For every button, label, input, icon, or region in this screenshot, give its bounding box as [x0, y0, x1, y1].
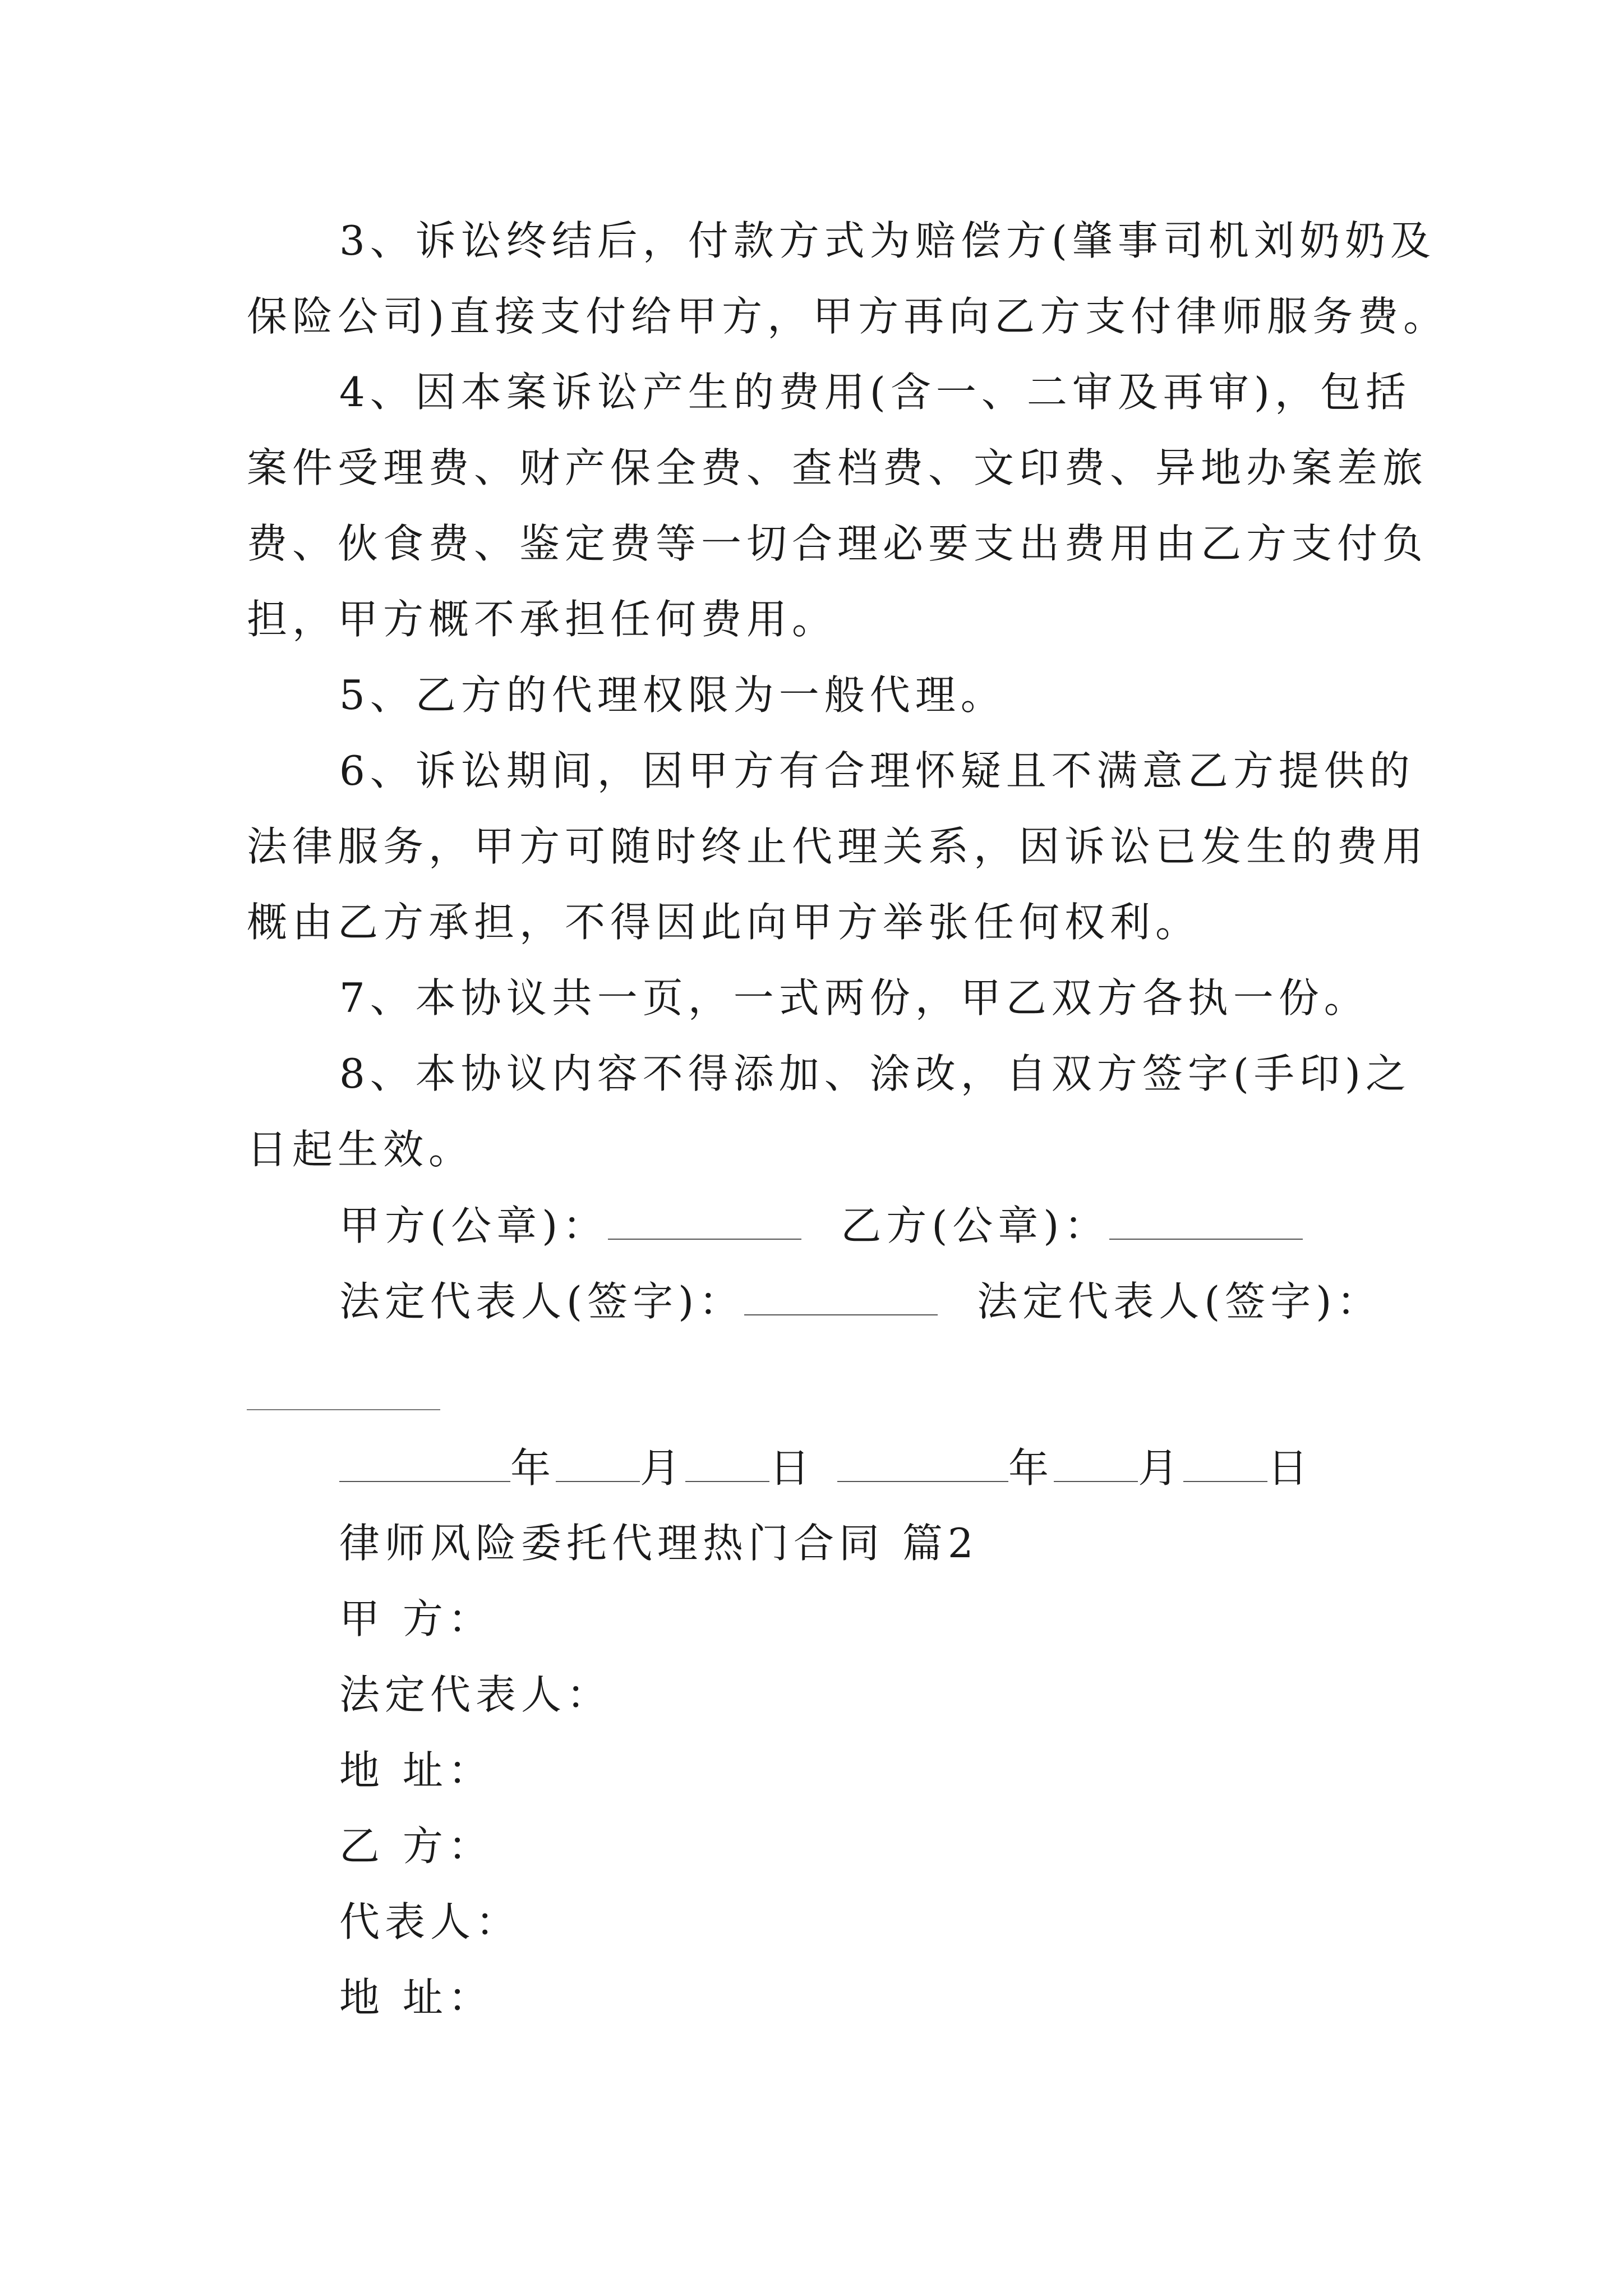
- date-b-day-blank: [1183, 1447, 1267, 1482]
- date-a-day-label: 日: [769, 1444, 815, 1492]
- legal-rep-a-label: 法定代表人(签字)：: [339, 1278, 745, 1325]
- paragraph-6-line-1: 6、诉讼期间，因甲方有合理怀疑且不满意乙方提供的: [339, 747, 1415, 794]
- paragraph-8-line-2: 日起生效。: [247, 1126, 474, 1173]
- date-b-year-blank: [837, 1447, 1008, 1482]
- address-a-field: 地 址：: [339, 1747, 494, 1794]
- paragraph-7: 7、本协议共一页，一式两份，甲乙双方各执一份。: [339, 974, 1370, 1022]
- date-a-year-label: 年: [510, 1444, 556, 1492]
- paragraph-5: 5、乙方的代理权限为一般代理。: [339, 671, 1006, 719]
- legal-rep-b-label: 法定代表人(签字)：: [977, 1278, 1382, 1325]
- paragraph-6-line-2: 法律服务，甲方可随时终止代理关系，因诉讼已发生的费用: [247, 823, 1428, 870]
- date-b-day-label: 日: [1267, 1444, 1313, 1492]
- date-a-month-blank: [556, 1447, 640, 1482]
- date-a-day-blank: [685, 1447, 769, 1482]
- date-a-year-blank: [339, 1447, 510, 1482]
- legal-rep-b-blank: [247, 1409, 440, 1410]
- paragraph-4-line-3: 费、伙食费、鉴定费等一切合理必要支出费用由乙方支付负: [247, 520, 1428, 567]
- party-a-seal-label: 甲方(公章)：: [339, 1202, 608, 1249]
- party-b-seal-label: 乙方(公章)：: [841, 1202, 1110, 1249]
- paragraph-3-line-2: 保险公司)直接支付给甲方，甲方再向乙方支付律师服务费。: [247, 293, 1449, 340]
- date-b-month-label: 月: [1138, 1444, 1184, 1492]
- paragraph-8-line-1: 8、本协议内容不得添加、涂改，自双方签字(手印)之: [339, 1050, 1411, 1097]
- paragraph-4-line-4: 担，甲方概不承担任何费用。: [247, 596, 838, 643]
- paragraph-6-line-3: 概由乙方承担，不得因此向甲方举张任何权利。: [247, 899, 1201, 946]
- legal-rep-field: 法定代表人：: [339, 1671, 612, 1718]
- date-a-month-label: 月: [640, 1444, 686, 1492]
- party-a-seal-blank: [608, 1205, 801, 1240]
- paragraph-4-line-2: 案件受理费、财产保全费、查档费、文印费、异地办案差旅: [247, 444, 1428, 491]
- address-b-field: 地 址：: [339, 1974, 494, 2021]
- date-row: [339, 1444, 1313, 1492]
- party-b-field: 乙 方：: [339, 1823, 494, 1870]
- party-b-seal-blank: [1109, 1205, 1303, 1240]
- legal-rep-signature-row: [339, 1278, 1382, 1325]
- paragraph-3-line-1: 3、诉讼终结后，付款方式为赔偿方(肇事司机刘奶奶及: [339, 217, 1436, 264]
- seal-signature-row: [339, 1202, 1303, 1249]
- paragraph-4-line-1: 4、因本案诉讼产生的费用(含一、二审及再审)，包括: [339, 369, 1411, 416]
- date-b-month-blank: [1054, 1447, 1138, 1482]
- date-b-year-label: 年: [1008, 1444, 1054, 1492]
- legal-rep-a-blank: [744, 1281, 938, 1315]
- party-a-field: 甲 方：: [339, 1595, 494, 1642]
- section-title: 律师风险委托代理热门合同 篇2: [339, 1520, 979, 1567]
- representative-field: 代表人：: [339, 1898, 522, 1945]
